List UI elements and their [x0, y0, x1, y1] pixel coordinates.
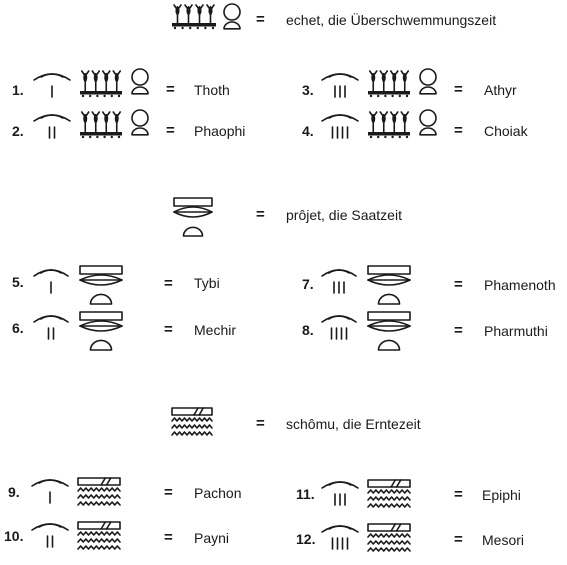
choiak-hieroglyph [320, 107, 450, 145]
month-equals: = [454, 122, 463, 139]
peret-hieroglyph [170, 194, 216, 242]
month-name-pachon: Pachon [194, 485, 242, 501]
month-equals: = [454, 81, 463, 98]
season-equals: = [256, 11, 265, 28]
month-equals: = [454, 531, 463, 548]
month-number: 7. [302, 276, 314, 292]
month-number: 6. [12, 320, 24, 336]
athyr-hieroglyph [320, 66, 450, 104]
mechir-hieroglyph [32, 310, 132, 358]
month-number: 1. [12, 82, 24, 98]
month-name-phaophi: Phaophi [194, 123, 246, 139]
month-equals: = [164, 275, 173, 292]
shemu-hieroglyph [168, 404, 218, 442]
season-equals: = [256, 206, 265, 223]
month-name-mechir: Mechir [194, 322, 237, 338]
pachon-hieroglyph [30, 472, 130, 512]
thoth-hieroglyph [32, 66, 162, 104]
payni-hieroglyph [30, 516, 130, 558]
month-name-tybi: Tybi [194, 275, 220, 291]
month-equals: = [166, 122, 175, 139]
month-number: 8. [302, 322, 314, 338]
month-number: 2. [12, 123, 24, 139]
month-name-payni: Payni [194, 530, 230, 546]
season-shemu-label: schômu, die Erntezeit [286, 416, 421, 432]
month-equals: = [454, 322, 463, 339]
month-name-pharmuthi: Pharmuthi [484, 323, 548, 339]
month-name-thoth: Thoth [194, 82, 230, 98]
month-number: 5. [12, 274, 24, 290]
month-name-mesori: Mesori [482, 532, 525, 548]
month-equals: = [164, 484, 173, 501]
month-name-phamenoth: Phamenoth [484, 277, 556, 293]
mesori-hieroglyph [320, 518, 420, 560]
month-name-epiphi: Epiphi [482, 487, 521, 503]
month-number: 3. [302, 82, 314, 98]
season-equals: = [256, 415, 265, 432]
epiphi-hieroglyph [320, 474, 420, 514]
month-equals: = [454, 276, 463, 293]
tybi-hieroglyph [32, 264, 132, 312]
month-equals: = [164, 321, 173, 338]
season-peret-label: prôjet, die Saatzeit [286, 207, 402, 223]
month-name-athyr: Athyr [484, 82, 517, 98]
season-akhet-label: echet, die Überschwemmungszeit [286, 12, 497, 28]
pharmuthi-hieroglyph [320, 310, 420, 358]
month-equals: = [166, 81, 175, 98]
month-equals: = [454, 486, 463, 503]
month-name-choiak: Choiak [484, 123, 528, 139]
month-number: 12. [296, 531, 316, 547]
month-number: 4. [302, 123, 314, 139]
month-number: 9. [8, 484, 20, 500]
phamenoth-hieroglyph [320, 264, 420, 312]
month-equals: = [164, 529, 173, 546]
phaophi-hieroglyph [32, 107, 162, 145]
akhet-hieroglyph [170, 2, 244, 38]
month-number: 11. [296, 486, 315, 502]
month-number: 10. [4, 528, 24, 544]
